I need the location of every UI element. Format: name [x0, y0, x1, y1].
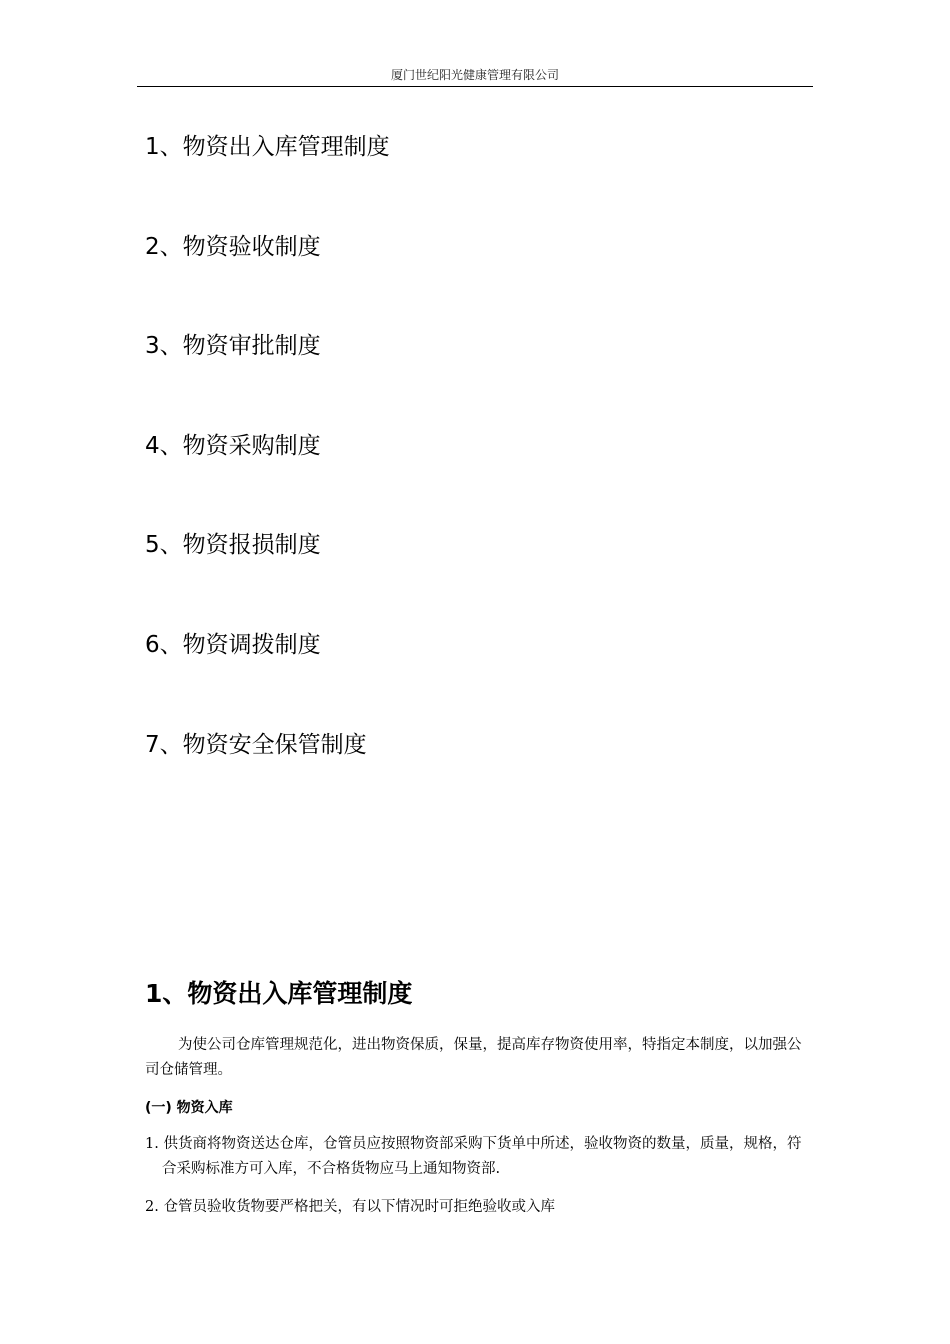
company-name: 厦门世纪阳光健康管理有限公司 [390, 68, 559, 82]
subsection-heading: (一) 物资入库 [145, 1100, 233, 1116]
toc-item: 7、物资安全保管制度 [145, 731, 367, 758]
table-of-contents [145, 132, 390, 829]
toc-item: 1、物资出入库管理制度 [145, 134, 390, 160]
page-header [137, 66, 813, 87]
section-heading: 1、物资出入库管理制度 [145, 979, 413, 1008]
toc-item: 6、物资调拨制度 [145, 631, 321, 658]
list-item: 1. 供货商将物资送达仓库，仓管员应按照物资部采购下货单中所述，验收物资的数量，质量，规格，符合采购标准方可入库，不合格货物应马上通知物资部. [145, 1136, 802, 1177]
toc-item: 2、物资验收制度 [145, 233, 321, 260]
toc-item: 3、物资审批制度 [145, 333, 321, 360]
toc-item: 5、物资报损制度 [145, 532, 321, 559]
intro-paragraph: 为使公司仓库管理规范化，进出物资保质，保量，提高库存物资使用率，特指定本制度，以加强公司仓储管理。 [145, 1037, 802, 1078]
list-item: 2. 仓管员验收货物要严格把关，有以下情况时可拒绝验收或入库 [145, 1199, 555, 1215]
toc-item: 4、物资采购制度 [145, 432, 321, 459]
